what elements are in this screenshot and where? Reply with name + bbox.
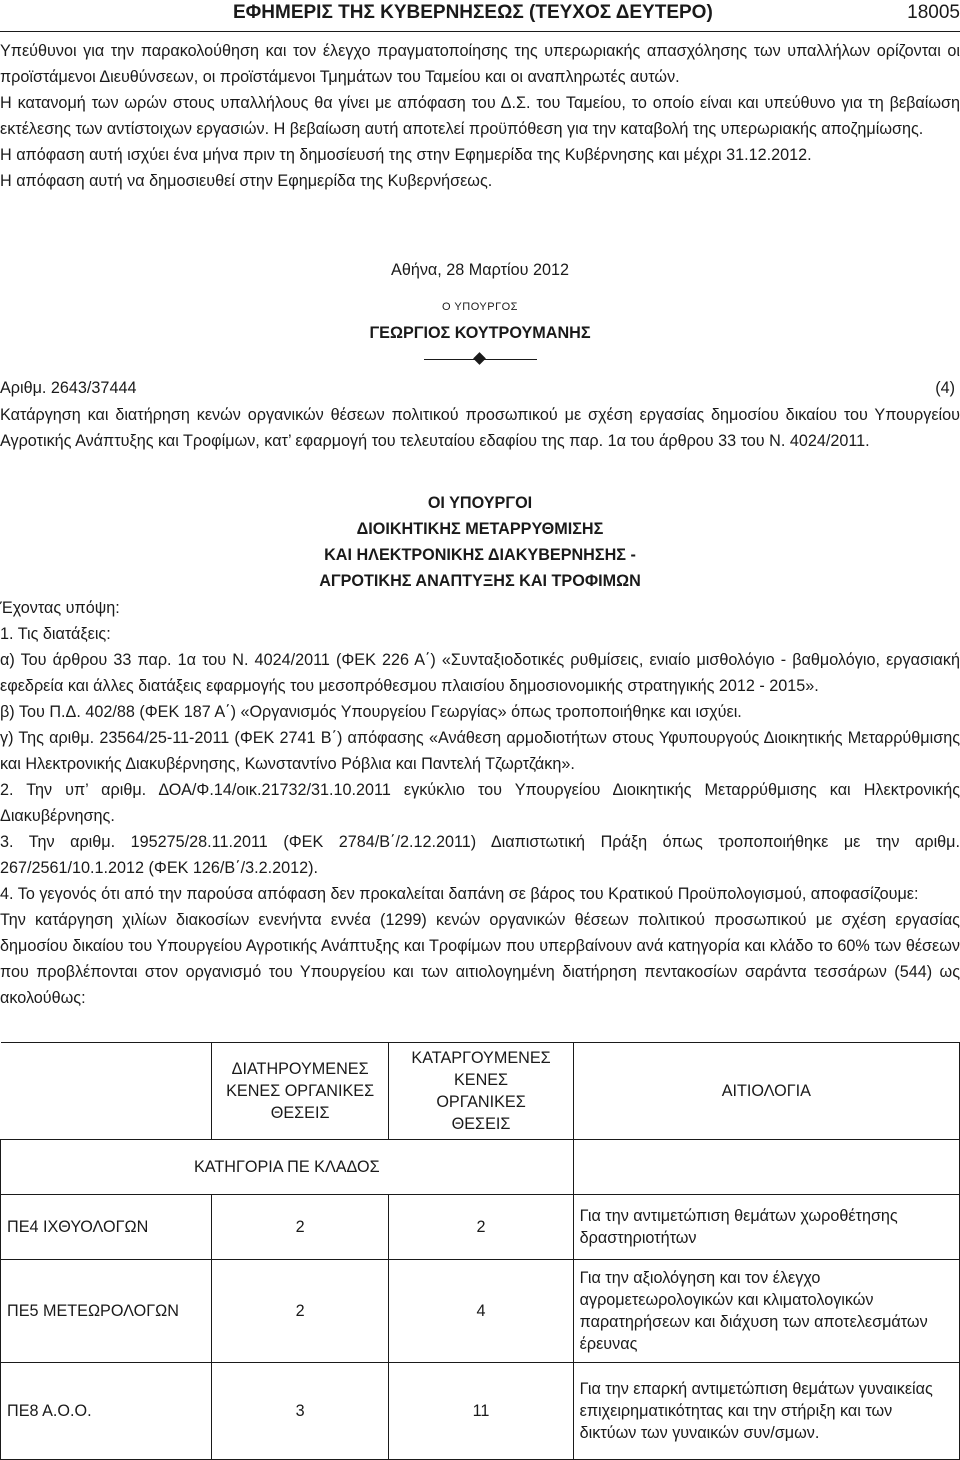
separator-ornament xyxy=(424,354,537,366)
gazette-title: ΕΦΗΜΕΡΙΣ ΤΗΣ ΚΥΒΕΡΝΗΣΕΩΣ (ΤΕΥΧΟΣ ΔΕΥΤΕΡΟ) xyxy=(233,2,713,23)
row-1-retained: 2 xyxy=(211,1195,389,1260)
table-header-reason: ΑΙΤΙΟΛΟΓΙΑ xyxy=(573,1043,959,1140)
row-1-branch: ΠΕ4 ΙΧΘΥΟΛΟΓΩΝ xyxy=(1,1195,212,1260)
row-1-abolished: 2 xyxy=(389,1195,573,1260)
row-3-retained: 3 xyxy=(211,1363,389,1460)
positions-table xyxy=(0,1042,960,1460)
signature-place-date: Αθήνα, 28 Μαρτίου 2012 xyxy=(391,261,569,279)
intro-paragraph-3: Η απόφαση αυτή ισχύει ένα μήνα πριν τη δημοσίευσή της στην Εφημερίδα της Κυβέρνησης και μέχρι 31.12.2012. xyxy=(0,146,812,164)
ministers-line-2: ΔΙΟΙΚΗΤΙΚΗΣ ΜΕΤΑΡΡΥΘΜΙΣΗΣ xyxy=(356,520,604,538)
intro-paragraph-4: Η απόφαση αυτή να δημοσιευθεί στην Εφημερίδα της Κυβερνήσεως. xyxy=(0,172,493,190)
decision-subject-text: Κατάργηση και διατήρηση κενών οργανικών θέσεων πολιτικού προσωπικού με σχέση εργασίας δημοσίου δικαίου του Υπουργείου Αγροτικής Ανάπτυξης και Τροφίμων, κατ’ εφαρμογή του τελευταίου εδαφίου της παρ. 1α του άρθρου 33 του Ν. 4024/2011. xyxy=(0,406,960,450)
decision-subject xyxy=(0,402,960,454)
ministers-line-4: ΑΓΡΟΤΙΚΗΣ ΑΝΑΠΤΥΞΗΣ ΚΑΙ ΤΡΟΦΙΜΩΝ xyxy=(319,572,641,590)
item-1: 1. Τις διατάξεις: xyxy=(0,625,111,643)
table-row xyxy=(1,1195,960,1260)
decision-body xyxy=(0,595,960,1011)
item-4: 4. Το γεγονός ότι από την παρούσα απόφαση δεν προκαλείται δαπάνη σε βάρος του Κρατικού Προϋπολογισμού, αποφασίζουμε: xyxy=(0,885,919,903)
ministers-heading xyxy=(0,490,960,594)
table-category-empty xyxy=(573,1140,959,1195)
page-number: 18005 xyxy=(907,2,960,23)
table-row xyxy=(1,1363,960,1460)
row-2-reason: Για την αξιολόγηση και τον έλεγχο αγρομετεωρολογικών και κλιματολογικών παρατηρήσεων και διάχυση των αποτελεσμάτων έρευνας xyxy=(573,1260,959,1363)
row-3-branch: ΠΕ8 Α.Ο.Ο. xyxy=(1,1363,212,1460)
item-3: 3. Την αριθμ. 195275/28.11.2011 (ΦΕΚ 2784/Β΄/2.12.2011) Διαπιστωτική Πράξη όπως τροποποιήθηκε με την αριθμ. 267/2561/10.1.2012 (ΦΕΚ 126/Β΄/3.2.2012). xyxy=(0,833,960,877)
row-1-reason: Για την αντιμετώπιση θεμάτων χωροθέτησης δραστηριοτήτων xyxy=(573,1195,959,1260)
header-rule xyxy=(0,31,960,32)
decision-statement: Την κατάργηση χιλίων διακοσίων ενενήντα εννέα (1299) κενών οργανικών θέσεων πολιτικού προσωπικού με σχέση εργασίας δημοσίου δικαίου του Υπουργείου Αγροτικής Ανάπτυξης και Τροφίμων που υπερβαίνουν ανά κατηγορία και κλάδο το 60% των θέσεων που προβλέπονται στον οργανισμό του Υπουργείου και των αιτιολογημένη διατήρηση πεντακοσίων σαράντα τεσσάρων (544) ως ακολούθως: xyxy=(0,911,960,1007)
decision-reference xyxy=(0,379,960,398)
table-header-row xyxy=(1,1043,960,1140)
item-1c: γ) Της αριθμ. 23564/25-11-2011 (ΦΕΚ 2741 Β΄) απόφασης «Ανάθεση αρμοδιοτήτων στους Υφυπουργούς Διοικητικής Μεταρρύθμισης και Ηλεκτρονικής Διακυβέρνησης, Κωνσταντίνο Ρόβλια και Παντελή Τζωρτζάκη». xyxy=(0,729,960,773)
row-3-reason: Για την επαρκή αντιμετώπιση θεμάτων γυναικείας επιχειρηματικότητας και την στήριξη και των δικτύων των γυναικών συν/σμων. xyxy=(573,1363,959,1460)
signature-name: ΓΕΩΡΓΙΟΣ ΚΟΥΤΡΟΥΜΑΝΗΣ xyxy=(369,324,591,342)
table-header-retained: ΔΙΑΤΗΡΟΥΜΕΝΕΣ ΚΕΝΕΣ ΟΡΓΑΝΙΚΕΣ ΘΕΣΕΙΣ xyxy=(211,1043,389,1140)
table-category-row xyxy=(1,1140,960,1195)
table-header-category: ΚΑΤΗΓΟΡΙΑ ΠΕ ΚΛΑΔΟΣ xyxy=(1,1140,574,1195)
row-2-abolished: 4 xyxy=(389,1260,573,1363)
item-1b: β) Του Π.Δ. 402/88 (ΦΕΚ 187 Α΄) «Οργανισμός Υπουργείου Γεωργίας» όπως τροποποιήθηκε και ισχύει. xyxy=(0,703,742,721)
row-3-abolished: 11 xyxy=(389,1363,573,1460)
intro-paragraph-1: Υπεύθυνοι για την παρακολούθηση και τον έλεγχο πραγματοποίησης της υπερωριακής απασχόλησης των υπαλλήλων ορίζονται οι προϊστάμενοι Διευθύνσεων, οι προϊστάμενοι Τμημάτων του Ταμείου και οι αναπληρωτές αυτών. xyxy=(0,42,960,86)
table-row xyxy=(1,1260,960,1363)
diamond-icon xyxy=(473,352,486,365)
intro-paragraph-2: Η κατανομή των ωρών στους υπαλλήλους θα γίνει με απόφαση του Δ.Σ. του Ταμείου, το οποίο είναι και υπεύθυνο για τη βεβαίωση εκτέλεσης των αντίστοιχων εργασιών. Η βεβαίωση αυτή αποτελεί προϋπόθεση για την καταβολή της υπερωριακής αποζημίωσης. xyxy=(0,94,960,138)
item-2: 2. Την υπ’ αριθμ. ΔΟΑ/Φ.14/οικ.21732/31.10.2011 εγκύκλιο του Υπουργείου Διοικητικής Μεταρρύθμισης και Ηλεκτρονικής Διακυβέρνησης. xyxy=(0,781,960,825)
having-regard: Έχοντας υπόψη: xyxy=(0,599,120,617)
ministers-line-1: ΟΙ ΥΠΟΥΡΓΟΙ xyxy=(427,494,533,512)
table-header-empty xyxy=(1,1043,212,1140)
signature-role: Ο ΥΠΟΥΡΓΟΣ xyxy=(442,301,518,313)
table-header-abolished: ΚΑΤΑΡΓΟΥΜΕΝΕΣ ΚΕΝΕΣ ΟΡΓΑΝΙΚΕΣ ΘΕΣΕΙΣ xyxy=(389,1043,573,1140)
decision-sequence: (4) xyxy=(935,379,955,397)
ministers-line-3: ΚΑΙ ΗΛΕΚΤΡΟΝΙΚΗΣ ΔΙΑΚΥΒΕΡΝΗΣΗΣ - xyxy=(324,546,636,564)
row-2-branch: ΠΕ5 ΜΕΤΕΩΡΟΛΟΓΩΝ xyxy=(1,1260,212,1363)
page-header xyxy=(0,0,960,28)
item-1a: α) Του άρθρου 33 παρ. 1α του Ν. 4024/2011 (ΦΕΚ 226 Α΄) «Συνταξιοδοτικές ρυθμίσεις, ενιαίο μισθολόγιο - βαθμολόγιο, εργασιακή εφεδρεία και άλλες διατάξεις εφαρμογής του μεσοπρόθεσμου πλαισίου δημοσιονομικής στρατηγικής 2012 - 2015». xyxy=(0,651,960,695)
decision-number: Αριθμ. 2643/37444 xyxy=(0,379,137,397)
intro-text xyxy=(0,38,960,194)
row-2-retained: 2 xyxy=(211,1260,389,1363)
